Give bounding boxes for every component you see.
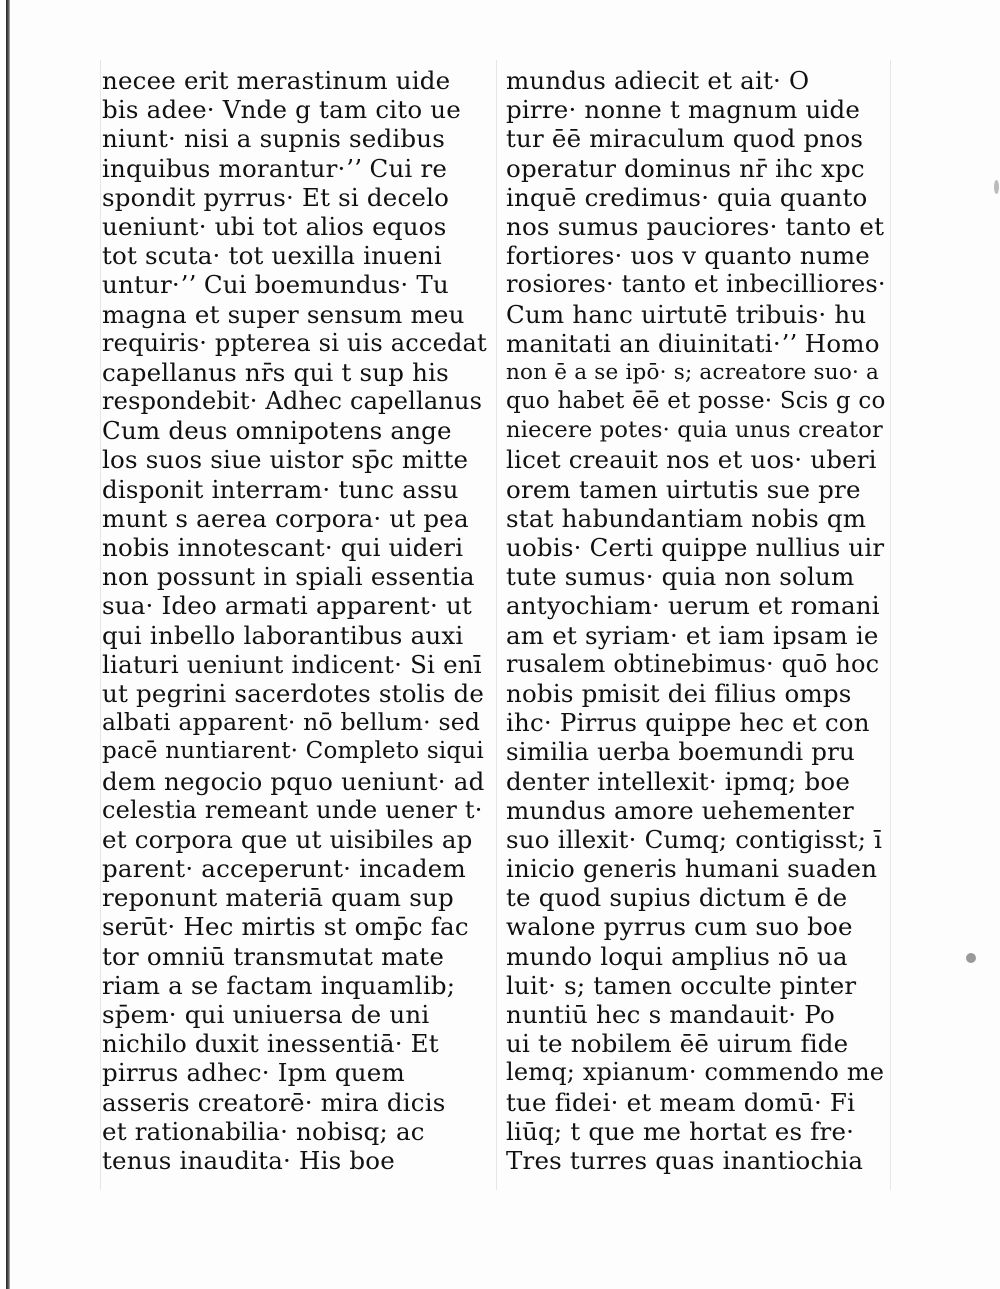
- text-line: non possunt in spiali essentia: [102, 562, 475, 592]
- text-line: tute sumus· quia non solum: [506, 562, 855, 592]
- text-line: denter intellexit· ipmq; boe: [506, 766, 851, 796]
- text-line: inquibus morantur·ʼʼ Cui re: [102, 153, 448, 183]
- text-line: nobis innotescant· qui uideri: [102, 533, 464, 562]
- text-line: operatur dominus nr̄ ihc xpc: [506, 153, 865, 183]
- text-line: non ē a se ipō· s; acreatore suo· a: [506, 359, 880, 385]
- text-line: niunt· nisi a supnis sedibus: [102, 124, 446, 154]
- text-line: nuntiū hec s mandauit· Po: [506, 1000, 835, 1029]
- text-line: antyochiam· uerum et romani: [506, 591, 880, 621]
- text-line: mundus adiecit et ait· O: [506, 66, 810, 95]
- text-line: sua· Ideo armati apparent· ut: [102, 591, 472, 621]
- text-line: ui te nobilem ēē uirum fide: [506, 1029, 849, 1059]
- text-line: mundo loqui amplius nō ua: [506, 941, 848, 971]
- text-line: rusalem obtinebimus· quō hoc: [506, 649, 880, 678]
- text-line: tor omniū transmutat mate: [102, 941, 445, 971]
- page-edge-shadow: [6, 0, 10, 1289]
- text-line: disponit interram· tunc assu: [102, 474, 459, 504]
- text-line: ut pegrini sacerdotes stolis de: [102, 678, 485, 708]
- text-line: Tres turres quas inantiochia: [506, 1145, 864, 1175]
- ink-spot: [994, 180, 999, 194]
- text-line: dem negocio pquo ueniunt· ad: [102, 766, 485, 796]
- text-line: te quod supius dictum ē de: [506, 883, 848, 913]
- text-line: pirrus adhec· Ipm quem: [102, 1058, 405, 1088]
- text-line: orem tamen uirtutis sue pre: [506, 474, 861, 504]
- text-line: pacē nuntiarent· Completo siqui: [102, 738, 484, 765]
- text-line: munt s aerea corpora· ut pea: [102, 503, 469, 533]
- text-line: liaturi ueniunt indicent· Si enī: [102, 649, 482, 679]
- text-line: tue fidei· et meam domū· Fi: [506, 1087, 856, 1117]
- text-line: celestia remeant unde uener t·: [102, 795, 483, 824]
- text-line: serūt· Hec mirtis st omp̄c fac: [102, 912, 469, 942]
- text-line: et rationabilia· nobisq; ac: [102, 1116, 425, 1146]
- text-line: inquē credimus· quia quanto: [506, 182, 868, 212]
- text-line: licet creauit nos et uos· uberi: [506, 445, 877, 475]
- text-line: los suos siue uistor sp̄c mitte: [102, 445, 469, 475]
- text-line: magna et super sensum meu: [102, 299, 465, 329]
- text-line: necee erit merastinum uide: [102, 66, 451, 95]
- text-line: et corpora que ut uisibiles ap: [102, 824, 473, 854]
- ruling-line: [100, 60, 101, 1190]
- text-line: riam a se factam inquamlib;: [102, 970, 456, 1000]
- text-line: Cum hanc uirtutē tribuis· hu: [506, 299, 867, 329]
- text-line: fortiores· uos v quanto nume: [506, 241, 870, 271]
- text-line: lemq; xpianum· commendo me: [506, 1058, 885, 1087]
- text-line: albati apparent· nō bellum· sed: [102, 708, 481, 737]
- text-line: rosiores· tanto et inbecilliores·: [506, 270, 886, 299]
- text-line: capellanus nr̄s qui t sup his: [102, 357, 449, 387]
- text-line: ihc· Pirrus quippe hec et con: [506, 708, 870, 738]
- text-line: quo habet ēē et posse· Scis g co: [506, 388, 886, 415]
- text-line: asseris creatorē· mira dicis: [102, 1087, 446, 1117]
- text-line: reponunt materiā quam sup: [102, 883, 454, 913]
- left-text-column: [102, 66, 487, 1175]
- text-line: niecere potes· quia unus creator: [506, 417, 883, 444]
- text-line: nos sumus pauciores· tanto et: [506, 211, 885, 241]
- text-line: manitati an diuinitati·ʼʼ Homo: [506, 328, 880, 358]
- ink-spot: [966, 953, 976, 963]
- text-line: uobis· Certi quippe nullius uir: [506, 533, 885, 562]
- text-line: Cum deus omnipotens ange: [102, 416, 452, 446]
- text-line: requiris· ppterea si uis accedat: [102, 328, 487, 357]
- text-line: tenus inaudita· His boe: [102, 1145, 395, 1175]
- text-line: liūq; t que me hortat es fre·: [506, 1116, 855, 1146]
- ruling-line: [890, 60, 891, 1190]
- text-line: spondit pyrrus· Et si decelo: [102, 182, 450, 212]
- right-text-column: [506, 66, 886, 1175]
- text-line: tur ēē miraculum quod pnos: [506, 124, 864, 154]
- text-line: sp̄em· qui uniuersa de uni: [102, 1000, 430, 1029]
- text-line: untur·ʼʼ Cui boemundus· Tu: [102, 270, 449, 300]
- text-line: bis adee· Vnde g tam cito ue: [102, 95, 461, 125]
- text-line: suo illexit· Cumq; contigisst; ī: [506, 824, 883, 854]
- text-line: stat habundantiam nobis qm: [506, 503, 867, 533]
- text-line: walone pyrrus cum suo boe: [506, 912, 853, 942]
- text-line: nobis pmisit dei filius omps: [506, 678, 852, 708]
- text-line: pirre· nonne t magnum uide: [506, 95, 861, 125]
- text-line: inicio generis humani suaden: [506, 854, 878, 884]
- ruling-line: [496, 60, 497, 1190]
- text-line: ueniunt· ubi tot alios equos: [102, 211, 447, 241]
- text-line: tot scuta· tot uexilla inueni: [102, 241, 442, 271]
- text-line: similia uerba boemundi pru: [506, 737, 856, 767]
- text-line: mundus amore uehementer: [506, 795, 854, 825]
- text-line: respondebit· Adhec capellanus: [102, 387, 483, 416]
- text-line: am et syriam· et iam ipsam ie: [506, 620, 879, 650]
- text-line: parent· acceperunt· incadem: [102, 854, 466, 884]
- text-line: nichilo duxit inessentiā· Et: [102, 1029, 439, 1059]
- text-line: qui inbello laborantibus auxi: [102, 620, 464, 650]
- text-line: luit· s; tamen occulte pinter: [506, 970, 857, 1000]
